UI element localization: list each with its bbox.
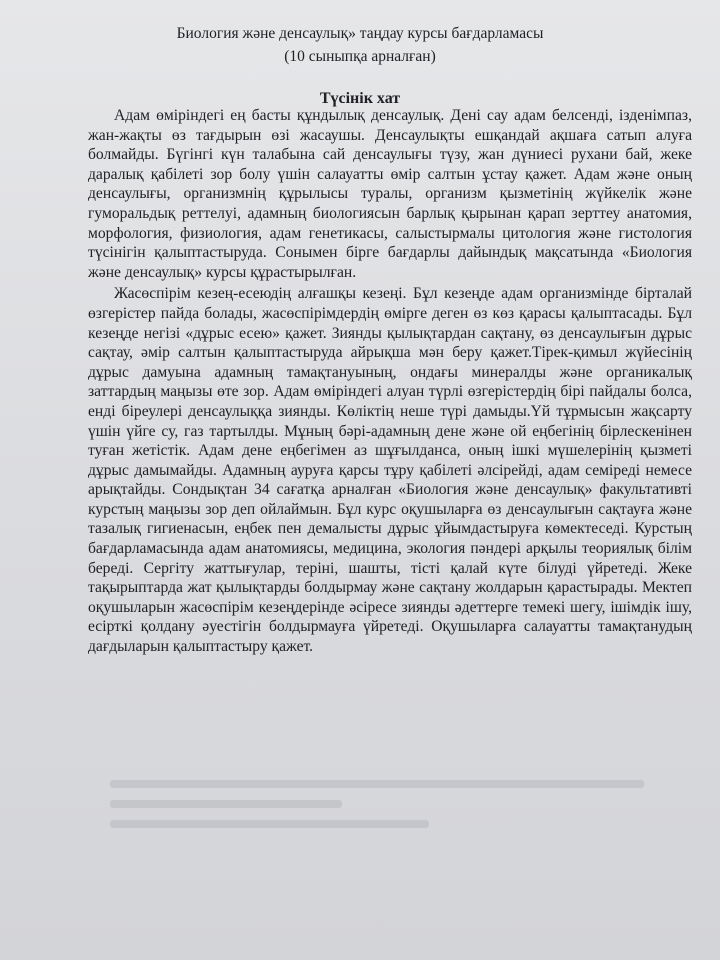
course-title: Биология және денсаулық» таңдау курсы бағдарламасы [176,25,544,42]
faded-bleed-through-text [110,780,690,840]
course-header [0,22,720,68]
course-grade: (10 сыныпқа арналған) [284,48,436,65]
section-title: Түсінік хат [319,90,401,107]
document-body [88,106,692,659]
paragraph-2: Жасөспірім кезең-есеюдің алғашқы кезеңі. Бұл кезеңде адам организмінде бірталай өзгерістер пайда болады, жасөспірімдердің өмірге деген өз көз қарасы қалыптасады. Бұл кезеңде негізі «дұрыс есею» қажет. Зиянды қылықтардан сақтану, өз денсаулығын дұрыс сақтау, әмір салтын қалыптастыруда айрықша мән беру қажет.Тірек-қимыл жүйесінің дұрыс дамуына адамның тамақтануының, ондағы минералды және органикалық заттардың маңызы өте зор. Адам өміріндегі алуан түрлі өзгерістердің бірі пайдалы болса, енді біреулері денсаулыққа зиянды. Көліктің неше түрі дамыды.Үй тұрмысын жақсарту үшін үйге су, газ тартылды. Мұның бәрі-адамның дене және ой еңбегінің бірлескенінен туған жетістік. Адам дене еңбегімен аз шұғылданса, оның ішкі мүшелерінің қызметі дұрыс дамымайды. Адамның ауруға қарсы тұру қабілеті әлсірейді, адам семіреді немесе арықтайды. Сондықтан 34 сағатқа арналған «Биология және денсаулық» факультативті курстың маңызы зор деп ойлаймын. Бұл курс оқушыларға өз денсаулығын сақтауға және тазалық гигиенасын, еңбек пен демалысты дұрыс ұйымдастыруға көмектеседі. Курстың бағдарламасында адам анатомиясы, медицина, экология пәндері арқылы теориялық білім береді. Сергіту жаттығулар, теріні, шашты, тісті қалай күте білуді үйретеді. Жеке тақырыптарда жат қылықтарды болдырмау және сақтану жолдарын қарастырады. Мектеп оқушыларын жасөспірім кезеңдерінде әсіресе зиянды әдеттерге темекі шегу, ішімдік ішу, есірткі қолдану әуестігін болдырмауға үйретеді. Оқушыларға салауатты тамақтанудың дағдыларын қалыптастыру қажет. [88,285,692,656]
paragraph-1: Адам өміріндегі ең басты құндылық денсаулық. Дені сау адам белсенді, ізденімпаз, жан-жақты өз тағдырын өзі жасаушы. Денсаулықты ешқандай ақшаға сатып алуға болмайды. Бүгінгі күн талабына сай денсаулығы түзу, жан дүниесі рухани бай, жеке даралық қабілеті зор болу үшін салауатты өмір салтын ұстау қажет. Адам және оның денсаулығы, организмнің құрылысы туралы, организм қызметінің жүйкелік және гуморальдық реттелуі, адамның биологиясын барлық қырынан қарап зерттеу анатомия, морфология, физиология, адам генетикасы, салыстырмалы цитология және гистология түсінігін қалыптастыруда. Сонымен бірге бағдарлы дайындық мақсатында «Биология және денсаулық» курсы құрастырылған. [88,107,692,281]
